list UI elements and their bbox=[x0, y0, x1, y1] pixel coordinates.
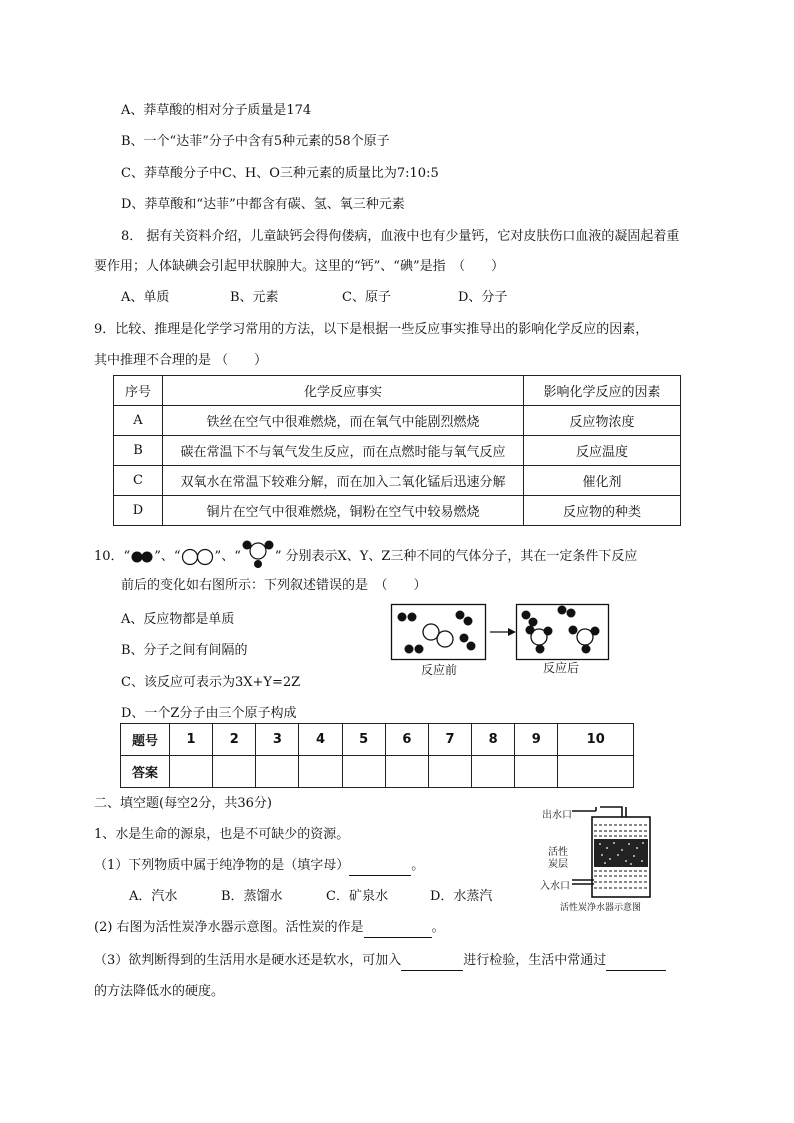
carbon-layer bbox=[594, 839, 648, 867]
answer-cell[interactable] bbox=[170, 756, 213, 788]
section2-title: 二、填空题(每空2分，共36分) bbox=[94, 796, 272, 811]
before-label: 反应前 bbox=[421, 663, 458, 677]
carbon-label-1: 活性 bbox=[548, 847, 568, 858]
answer-cell[interactable] bbox=[472, 756, 515, 788]
after-molecules bbox=[522, 606, 600, 654]
answer-blank[interactable] bbox=[364, 919, 432, 938]
section2-opt-d: D．水蒸汽 bbox=[430, 889, 493, 904]
section2-q1-1: （1）下列物质中属于纯净物的是（填字母） 。 bbox=[94, 857, 424, 876]
answer-cell[interactable] bbox=[342, 756, 385, 788]
answer-number-cell: 5 bbox=[342, 724, 385, 756]
row-fact: 铁丝在空气中很难燃烧，而在氧气中能剧烈燃烧 bbox=[163, 406, 524, 436]
arrow-icon bbox=[508, 628, 516, 636]
outlet-label: 出水口 bbox=[542, 810, 572, 821]
q10-line1-rest: 分别表示X、Y、Z三种不同的气体分子，其在一定条件下反应 bbox=[285, 549, 638, 564]
section2-q1-3: （3）欲判断得到的生活用水是硬水还是软水，可加入 进行检验，生活中常通过 bbox=[94, 952, 666, 971]
q8-line1: 8． 据有关资料介绍，儿童缺钙会得佝偻病，血液中也有少量钙，它对皮肤伤口血液的凝固起着重 bbox=[121, 229, 680, 244]
q7-option-b: B、一个“达菲”分子中含有5种元素的58个原子 bbox=[121, 134, 390, 149]
after-label: 反应后 bbox=[543, 661, 580, 675]
q10-option-d: D、一个Z分子由三个原子构成 bbox=[121, 706, 297, 721]
q7-option-d: D、莽草酸和“达菲”中都含有碳、氢、氧三种元素 bbox=[121, 197, 405, 212]
section2-opt-a: A．汽水 bbox=[129, 889, 178, 904]
before-molecules bbox=[398, 611, 476, 654]
table-row bbox=[114, 496, 681, 526]
answer-cell[interactable] bbox=[558, 756, 634, 788]
q9-line2: 其中推理不合理的是 （ ） bbox=[94, 353, 268, 368]
molecule-z-icon bbox=[241, 540, 275, 568]
q10-sep: 、 bbox=[160, 549, 174, 564]
section2-q1-3-end: 的方法降低水的硬度。 bbox=[94, 984, 225, 999]
answer-number-cell: 10 bbox=[558, 724, 634, 756]
answer-row-label: 题号 bbox=[121, 724, 170, 756]
q10-option-a: A、反应物都是单质 bbox=[121, 612, 235, 627]
row-fact: 双氧水在常温下较难分解，而在加入二氧化锰后迅速分解 bbox=[163, 466, 524, 496]
q8-option-b: B、元素 bbox=[230, 290, 279, 305]
q9-line1: 9．比较、推理是化学学习常用的方法，以下是根据一些反应事实推导出的影响化学反应的因素， bbox=[94, 322, 649, 337]
row-fact: 碳在常温下不与氧气发生反应，而在点燃时能与氧气反应 bbox=[163, 436, 524, 466]
table-header-row bbox=[114, 376, 681, 406]
row-fact: 铜片在空气中很难燃烧，铜粉在空气中较易燃烧 bbox=[163, 496, 524, 526]
table-header-cell: 影响化学反应的因素 bbox=[524, 376, 681, 406]
row-factor: 反应物浓度 bbox=[524, 406, 681, 436]
purifier-diagram bbox=[534, 803, 654, 913]
reaction-diagram bbox=[388, 600, 613, 680]
answer-number-cell: 2 bbox=[213, 724, 256, 756]
molecule-y-icon bbox=[181, 548, 215, 566]
row-factor: 反应物的种类 bbox=[524, 496, 681, 526]
row-id: B bbox=[114, 436, 163, 466]
q8-option-a: A、单质 bbox=[121, 290, 170, 305]
answer-number-cell: 7 bbox=[428, 724, 471, 756]
section2-opt-b: B．蒸馏水 bbox=[221, 889, 283, 904]
answer-cell[interactable] bbox=[256, 756, 299, 788]
q8-line2: 要作用；人体缺碘会引起甲状腺肿大。这里的“钙”、“碘”是指 （ ） bbox=[94, 259, 505, 274]
carbon-label-2: 炭层 bbox=[548, 859, 568, 870]
table-row bbox=[114, 406, 681, 436]
answer-cell[interactable] bbox=[213, 756, 256, 788]
q10-line2: 前后的变化如右图所示：下列叙述错误的是 （ ） bbox=[121, 578, 427, 593]
q8-option-d: D、分子 bbox=[458, 290, 508, 305]
answer-number-cell: 6 bbox=[385, 724, 428, 756]
answer-number-cell: 1 bbox=[170, 724, 213, 756]
answer-number-cell: 4 bbox=[299, 724, 342, 756]
answer-number-cell: 8 bbox=[472, 724, 515, 756]
row-id: C bbox=[114, 466, 163, 496]
q7-option-c: C、莽草酸分子中C、H、O三种元素的质量比为7:10:5 bbox=[121, 166, 439, 181]
answer-blank[interactable] bbox=[401, 952, 463, 971]
table-header-cell: 序号 bbox=[114, 376, 163, 406]
table-row bbox=[114, 466, 681, 496]
answer-cell[interactable] bbox=[385, 756, 428, 788]
answer-fill-row bbox=[121, 756, 634, 788]
molecule-x-icon bbox=[130, 550, 154, 564]
row-id: A bbox=[114, 406, 163, 436]
row-id: D bbox=[114, 496, 163, 526]
q8-option-c: C、原子 bbox=[342, 290, 391, 305]
section2-opt-c: C．矿泉水 bbox=[326, 889, 388, 904]
section2-q1-intro: 1、水是生命的源泉，也是不可缺少的资源。 bbox=[94, 827, 350, 842]
q7-option-a: A、莽草酸的相对分子质量是174 bbox=[121, 103, 312, 118]
answer-row-label: 答案 bbox=[121, 756, 170, 788]
row-factor: 催化剂 bbox=[524, 466, 681, 496]
answer-table bbox=[120, 723, 634, 788]
answer-cell[interactable] bbox=[299, 756, 342, 788]
answer-number-cell: 3 bbox=[256, 724, 299, 756]
q10-option-b: B、分子之间有间隔的 bbox=[121, 643, 248, 658]
q9-table bbox=[113, 375, 681, 526]
answer-number-cell: 9 bbox=[515, 724, 558, 756]
answer-blank[interactable] bbox=[606, 952, 666, 971]
row-factor: 反应温度 bbox=[524, 436, 681, 466]
q10-sep: 、 bbox=[221, 549, 235, 564]
q10-option-c: C、该反应可表示为3X+Y=2Z bbox=[121, 675, 301, 690]
answer-number-row bbox=[121, 724, 634, 756]
inlet-label: 入水口 bbox=[540, 881, 570, 892]
q10-number: 10． bbox=[94, 549, 124, 564]
answer-cell[interactable] bbox=[428, 756, 471, 788]
answer-cell[interactable] bbox=[515, 756, 558, 788]
answer-blank[interactable] bbox=[349, 857, 411, 876]
q10-line1: 10． “ ” 、 “ ” 、 “ ” 分别表示X、Y、Z三种不同的气体分子，其在一定条件下反应 bbox=[94, 546, 637, 568]
section2-q1-2: (2) 右图为活性炭净水器示意图。活性炭的作是 。 bbox=[94, 919, 445, 938]
purifier-caption: 活性炭净水器示意图 bbox=[560, 903, 642, 913]
table-row bbox=[114, 436, 681, 466]
table-header-cell: 化学反应事实 bbox=[163, 376, 524, 406]
